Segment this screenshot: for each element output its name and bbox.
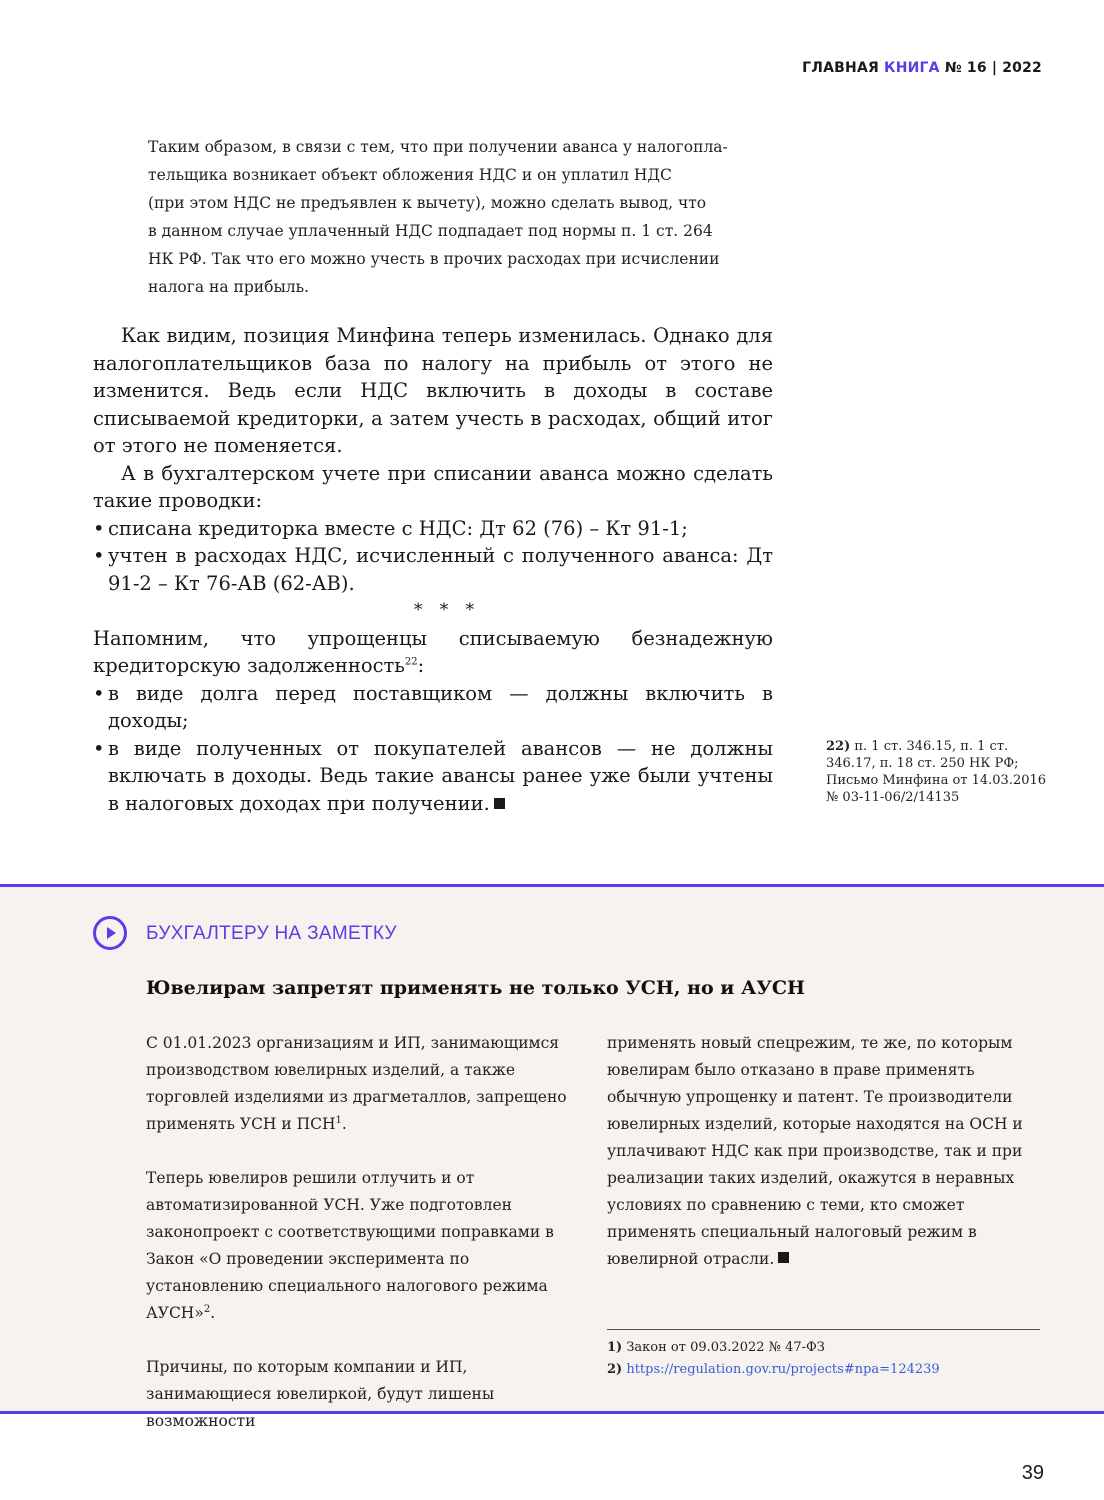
- play-icon: [93, 916, 127, 950]
- footnote-ref: 1: [335, 1114, 342, 1126]
- paragraph: [146, 1030, 576, 1138]
- punctuation: .: [341, 1115, 347, 1133]
- note-box: [0, 884, 1104, 1430]
- footnote-link[interactable]: https://regulation.gov.ru/projects#npa=124239: [622, 1362, 940, 1377]
- box-column-right: [607, 1030, 1039, 1273]
- header-title-accent: КНИГА: [884, 60, 940, 76]
- end-mark-icon: [778, 1252, 789, 1263]
- page-number: 39: [1021, 1462, 1044, 1484]
- quote-line: Таким образом, в связи с тем, что при получении аванса у налогопла-: [148, 138, 728, 156]
- quote-line: в данном случае уплаченный НДС подпадает под нормы п. 1 ст. 264: [148, 222, 713, 240]
- bullet-list: [93, 515, 773, 598]
- paragraph: [93, 625, 773, 680]
- footnote-item: [607, 1337, 1040, 1359]
- quote-line: (при этом НДС не предъявлен к вычету), можно сделать вывод, что: [148, 194, 707, 212]
- bullet-list: [93, 680, 773, 818]
- footnote-text: Закон от 09.03.2022 № 47-ФЗ: [622, 1340, 825, 1355]
- footnote-number: 2): [607, 1362, 623, 1377]
- end-mark-icon: [494, 798, 505, 809]
- footnotes: [607, 1329, 1040, 1381]
- footnote-item: [607, 1359, 1040, 1381]
- sidenote-text: п. 1 ст. 346.15, п. 1 ст. 346.17, п. 18 ст. 250 НК РФ; Письмо Минфина от 14.03.2016 № 03-11-06/2/14135: [826, 739, 1047, 805]
- list-item: • учтен в расходах НДС, исчисленный с полученного аванса: Дт 91-2 – Кт 76-АВ (62-АВ).: [93, 542, 773, 597]
- box-title: Ювелирам запретят применять не только УСН, но и АУСН: [146, 977, 805, 999]
- list-item: • списана кредиторка вместе с НДС: Дт 62 (76) – Кт 91-1;: [93, 515, 773, 543]
- paragraph-text: Теперь ювелиров решили отлучить и от автоматизированной УСН. Уже подготовлен законопроект с соответствующими поправками в Закон «О проведении эксперимента по установлению специального налогового режима АУСН»: [146, 1169, 554, 1322]
- paragraph: Как видим, позиция Минфина теперь изменилась. Однако для налогоплательщиков база по налогу на прибыль от этого не изменится. Ведь если НДС включить в доходы в составе списываемой кредиторки, а затем учесть в расходах, общий итог от этого не поменяется.: [93, 324, 773, 457]
- sidenote-number: 22): [826, 739, 851, 754]
- header-issue: № 16 | 2022: [939, 60, 1042, 76]
- section-divider: * * *: [413, 600, 481, 620]
- running-header: [802, 60, 1042, 76]
- quote-block: [148, 133, 758, 301]
- sidenote: [826, 738, 1056, 806]
- footnote-ref: 22: [404, 656, 418, 668]
- paragraph: Причины, по которым компании и ИП, занимающиеся ювелиркой, будут лишены возможности: [146, 1358, 495, 1430]
- header-title: ГЛАВНАЯ: [802, 60, 885, 76]
- paragraph-text: С 01.01.2023 организациям и ИП, занимающимся производством ювелирных изделий, а также торговлей изделиями из драгметаллов, запрещено применять УСН и ПСН: [146, 1034, 567, 1133]
- paragraph: [146, 1165, 576, 1327]
- main-text: [93, 322, 773, 817]
- box-column-left: [146, 1030, 576, 1435]
- footnote-ref: 2: [203, 1303, 211, 1315]
- list-item-text: в виде полученных от покупателей авансов — не должны включать в доходы. Ведь такие авансы ранее уже были учтены в налоговых доходах при получении.: [108, 736, 773, 815]
- box-label: БУХГАЛТЕРУ НА ЗАМЕТКУ: [146, 923, 397, 944]
- quote-line: тельщика возникает объект обложения НДС и он уплатил НДС: [148, 166, 672, 184]
- quote-line: налога на прибыль.: [148, 278, 310, 296]
- paragraph: [607, 1030, 1039, 1273]
- paragraph: А в бухгалтерском учете при списании аванса можно сделать такие проводки:: [93, 461, 773, 512]
- punctuation: .: [210, 1304, 216, 1322]
- quote-line: НК РФ. Так что его можно учесть в прочих расходах при исчислении: [148, 250, 720, 268]
- paragraph-text: применять новый спецрежим, те же, по которым ювелирам было отказано в праве применять обычную упрощенку и патент. Те производители ювелирных изделий, которые находятся на ОСН и уплачивают НДС как при производстве, так и при реализации таких изделий, окажутся в неравных условиях по сравнению с теми, кто сможет применять специальный налоговый режим в ювелирной отрасли.: [607, 1034, 1023, 1268]
- punctuation: :: [417, 654, 425, 677]
- list-item: • в виде долга перед поставщиком — должны включить в доходы;: [93, 680, 773, 735]
- list-item: [93, 735, 773, 818]
- footnote-number: 1): [607, 1340, 623, 1355]
- paragraph-text: Напомним, что упрощенцы списываемую безнадежную кредиторскую задолженность: [93, 626, 773, 677]
